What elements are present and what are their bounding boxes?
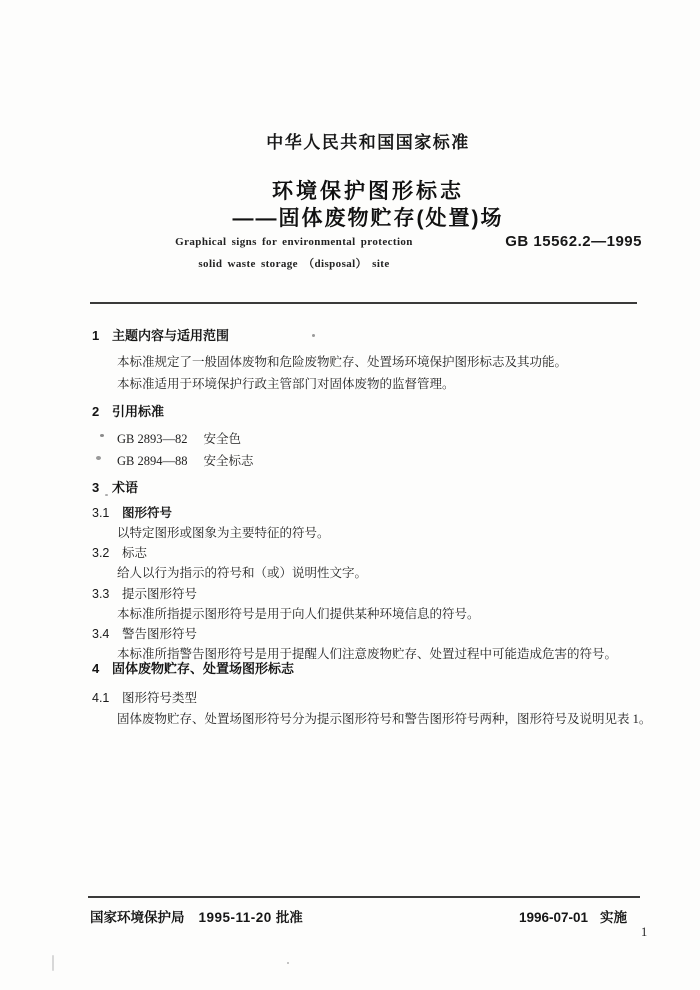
document-title-cn-line1: 环境保护图形标志: [272, 180, 464, 203]
subsection-title: 提示图形符号: [122, 587, 198, 601]
document-title-en-line1: Graphical signs for environmental protection: [175, 236, 413, 248]
subsection-number: 3.4: [92, 627, 110, 641]
section-title: 术语: [112, 480, 139, 495]
section-number: 4: [92, 661, 100, 676]
reference-name: 安全标志: [203, 454, 254, 468]
section-title: 主题内容与适用范围: [112, 328, 230, 343]
footer-approval-label: 批准: [275, 910, 303, 925]
scan-speck: [100, 434, 104, 437]
footer-implementation-date: 1996-07-01: [518, 910, 588, 925]
section-title: 引用标准: [112, 404, 165, 419]
subsection-title: 图形符号类型: [122, 691, 198, 705]
subsection-title: 标志: [122, 546, 148, 560]
section-3-heading: [92, 477, 657, 496]
section-1-paragraph-2: 本标准适用于环境保护行政主管部门对固体废物的监督管理。: [117, 377, 455, 391]
footer-implementation: [519, 906, 627, 926]
section-1-heading: [92, 325, 657, 344]
reference-item-1: [92, 429, 682, 447]
scan-speck: [287, 962, 289, 964]
subsection-3-4-heading: [92, 624, 657, 642]
subsection-3-4-body: 本标准所指警告图形符号是用于提醒人们注意废物贮存、处置过程中可能造成危害的符号。: [117, 647, 618, 661]
subsection-3-1-body: 以特定图形或图象为主要特征的符号。: [117, 526, 330, 540]
footer-approval: [90, 906, 303, 926]
subsection-number: 3.1: [92, 506, 110, 520]
page-number: 1: [641, 925, 648, 939]
section-2-heading: [92, 401, 657, 420]
subsection-4-1-heading: [92, 688, 657, 706]
standard-code: GB 15562.2—1995: [505, 233, 642, 250]
header-rule: [90, 302, 637, 304]
footer-implementation-label: 实施: [600, 910, 627, 925]
section-title: 固体废物贮存、处置场图形标志: [112, 661, 295, 676]
footer-approval-date: 1995-11-20: [198, 910, 272, 925]
national-standard-label: 中华人民共和国国家标准: [266, 133, 470, 152]
subsection-title: 图形符号: [122, 506, 173, 520]
footer-issuer: 国家环境保护局: [90, 910, 185, 925]
subsection-number: 4.1: [92, 691, 110, 705]
reference-item-2: [92, 451, 682, 469]
subsection-3-3-heading: [92, 584, 657, 602]
section-1-paragraph-1: 本标准规定了一般固体废物和危险废物贮存、处置场环境保护图形标志及其功能。: [117, 355, 568, 369]
subsection-3-1-heading: [92, 503, 657, 521]
subsection-title: 警告图形符号: [122, 627, 198, 641]
scan-speck: [96, 456, 101, 460]
subsection-3-2-heading: [92, 543, 657, 561]
document-title-cn-line2: ——固体废物贮存(处置)场: [232, 207, 504, 230]
subsection-3-2-body: 给人以行为指示的符号和（或）说明性文字。: [117, 566, 368, 580]
scan-speck: [105, 494, 108, 496]
subsection-4-1-body: 固体废物贮存、处置场图形符号分为提示图形符号和警告图形符号两种，图形符号及说明见表 1。: [117, 712, 652, 726]
section-number: 3: [92, 480, 100, 495]
subsection-number: 3.3: [92, 587, 110, 601]
reference-code: GB 2893—82: [117, 432, 188, 446]
reference-code: GB 2894—88: [117, 454, 188, 468]
footer-rule: [88, 896, 640, 898]
subsection-3-3-body: 本标准所指提示图形符号是用于向人们提供某种环境信息的符号。: [117, 607, 480, 621]
scan-speck: [312, 334, 315, 337]
document-title-en-line2: solid waste storage （disposal） site: [198, 258, 390, 270]
scan-speck: [52, 955, 54, 971]
section-4-heading: [92, 658, 657, 677]
section-number: 2: [92, 404, 100, 419]
reference-name: 安全色: [203, 432, 242, 446]
section-number: 1: [92, 328, 100, 343]
subsection-number: 3.2: [92, 546, 110, 560]
